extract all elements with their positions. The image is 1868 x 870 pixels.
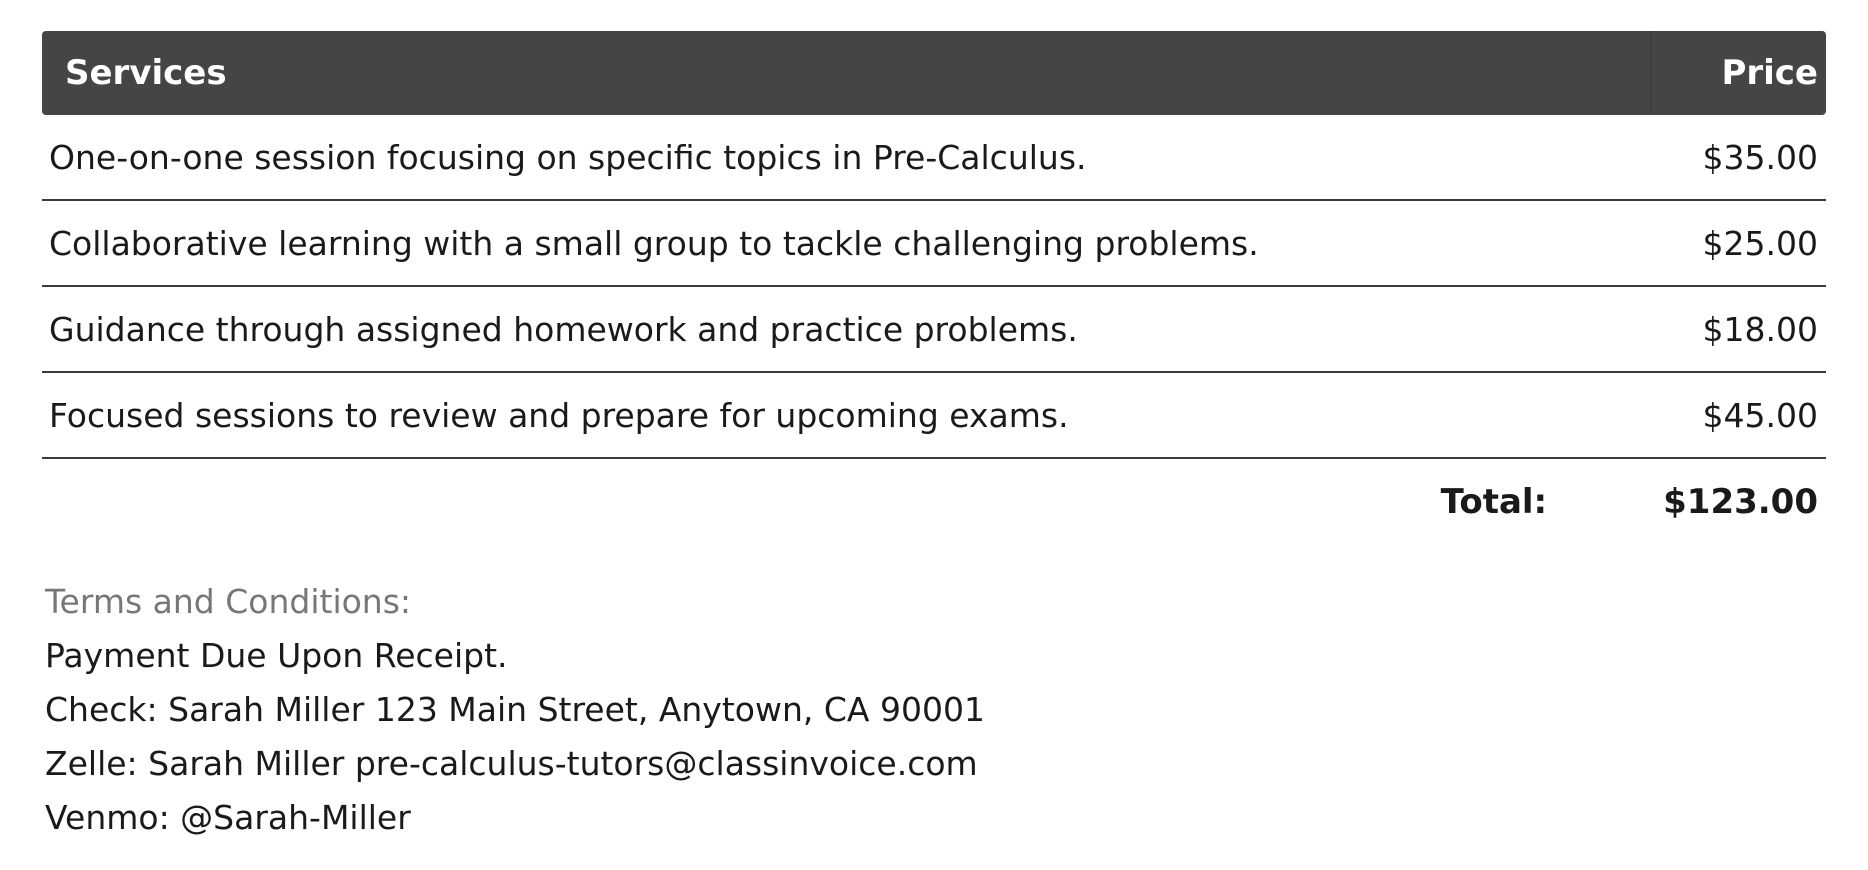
service-price: $18.00: [1702, 309, 1818, 349]
table-row: [42, 201, 1826, 287]
terms-heading: Terms and Conditions:: [45, 582, 412, 621]
column-header-services: Services: [65, 53, 227, 93]
table-row: [42, 373, 1826, 459]
column-header-price: Price: [1650, 31, 1826, 115]
table-row: [42, 287, 1826, 373]
service-price: $25.00: [1702, 223, 1818, 263]
service-description: Guidance through assigned homework and practice problems.: [49, 309, 1078, 349]
service-price: $45.00: [1702, 395, 1818, 435]
terms-check-info: Check: Sarah Miller 123 Main Street, Anytown, CA 90001: [45, 690, 985, 729]
table-row: [42, 115, 1826, 201]
total-value: $123.00: [1663, 482, 1818, 522]
total-row: [42, 459, 1826, 545]
service-description: Focused sessions to review and prepare for upcoming exams.: [49, 395, 1069, 435]
service-description: One-on-one session focusing on specific topics in Pre-Calculus.: [49, 137, 1087, 177]
terms-section: [45, 575, 985, 845]
terms-payment-due: Payment Due Upon Receipt.: [45, 636, 508, 675]
terms-venmo-info: Venmo: @Sarah-Miller: [45, 798, 411, 837]
table-header: [42, 31, 1826, 115]
services-table: [42, 31, 1826, 545]
total-label: Total:: [1440, 482, 1548, 522]
service-price: $35.00: [1702, 137, 1818, 177]
service-description: Collaborative learning with a small group to tackle challenging problems.: [49, 223, 1259, 263]
terms-zelle-info: Zelle: Sarah Miller pre-calculus-tutors@classinvoice.com: [45, 744, 978, 783]
